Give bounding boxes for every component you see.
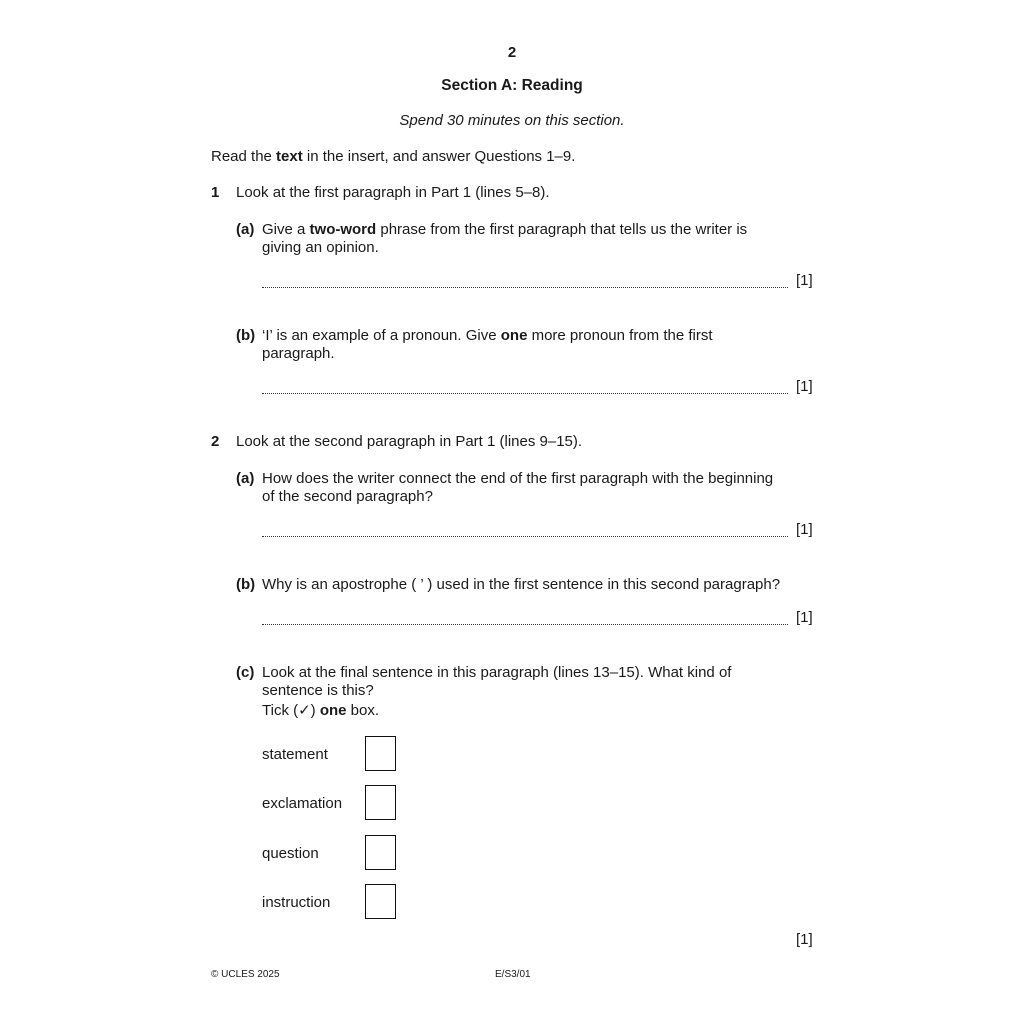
question-2c-text-line2: sentence is this? [262,682,374,699]
question-2a-text-line2: of the second paragraph? [262,488,433,505]
question-2a-label: (a) [236,470,255,487]
question-2c-text-line1: Look at the final sentence in this paragraph (lines 13–15). What kind of [262,664,732,681]
question-1a-text-line2: giving an opinion. [262,239,379,256]
mark-2c: [1] [796,931,813,948]
option-label-statement: statement [262,746,328,763]
question-1-stem: Look at the first paragraph in Part 1 (lines 5–8). [236,184,550,201]
question-2a-text-line1: How does the writer connect the end of the first paragraph with the beginning [262,470,774,487]
intro-text: Read the text in the insert, and answer Questions 1–9. [211,148,576,165]
question-1-number: 1 [211,184,220,201]
tick-box-exclamation[interactable] [365,785,396,820]
question-1a-text-line1: Give a two-word phrase from the first paragraph that tells us the writer is [262,221,748,238]
page-number: 2 [507,44,517,61]
question-2-stem: Look at the second paragraph in Part 1 (lines 9–15). [236,433,583,450]
answer-line-1a[interactable] [262,287,788,288]
question-2c-label: (c) [236,664,255,681]
option-label-instruction: instruction [262,894,331,911]
section-title: Section A: Reading [441,77,583,94]
question-1a-label: (a) [236,221,255,238]
option-label-exclamation: exclamation [262,795,343,812]
mark-1b: [1] [796,378,813,395]
question-2-number: 2 [211,433,220,450]
mark-2a: [1] [796,521,813,538]
question-1b-text-line1: ‘I’ is an example of a pronoun. Give one more pronoun from the first [262,327,713,344]
answer-line-1b[interactable] [262,393,788,394]
answer-line-2a[interactable] [262,536,788,537]
tick-box-question[interactable] [365,835,396,870]
question-2c-tick-instruction: Tick (✓) one box. [262,702,380,719]
mark-1a: [1] [796,272,813,289]
option-label-question: question [262,845,319,862]
footer-code: E/S3/01 [495,969,531,980]
tick-box-statement[interactable] [365,736,396,771]
question-2b-text: Why is an apostrophe ( ’ ) used in the first sentence in this second paragraph? [262,576,781,593]
answer-line-2b[interactable] [262,624,788,625]
question-2b-label: (b) [236,576,256,593]
question-1b-label: (b) [236,327,256,344]
question-1b-text-line2: paragraph. [262,345,335,362]
time-instruction: Spend 30 minutes on this section. [399,112,625,129]
tick-box-instruction[interactable] [365,884,396,919]
mark-2b: [1] [796,609,813,626]
footer-copyright: © UCLES 2025 [211,969,280,980]
